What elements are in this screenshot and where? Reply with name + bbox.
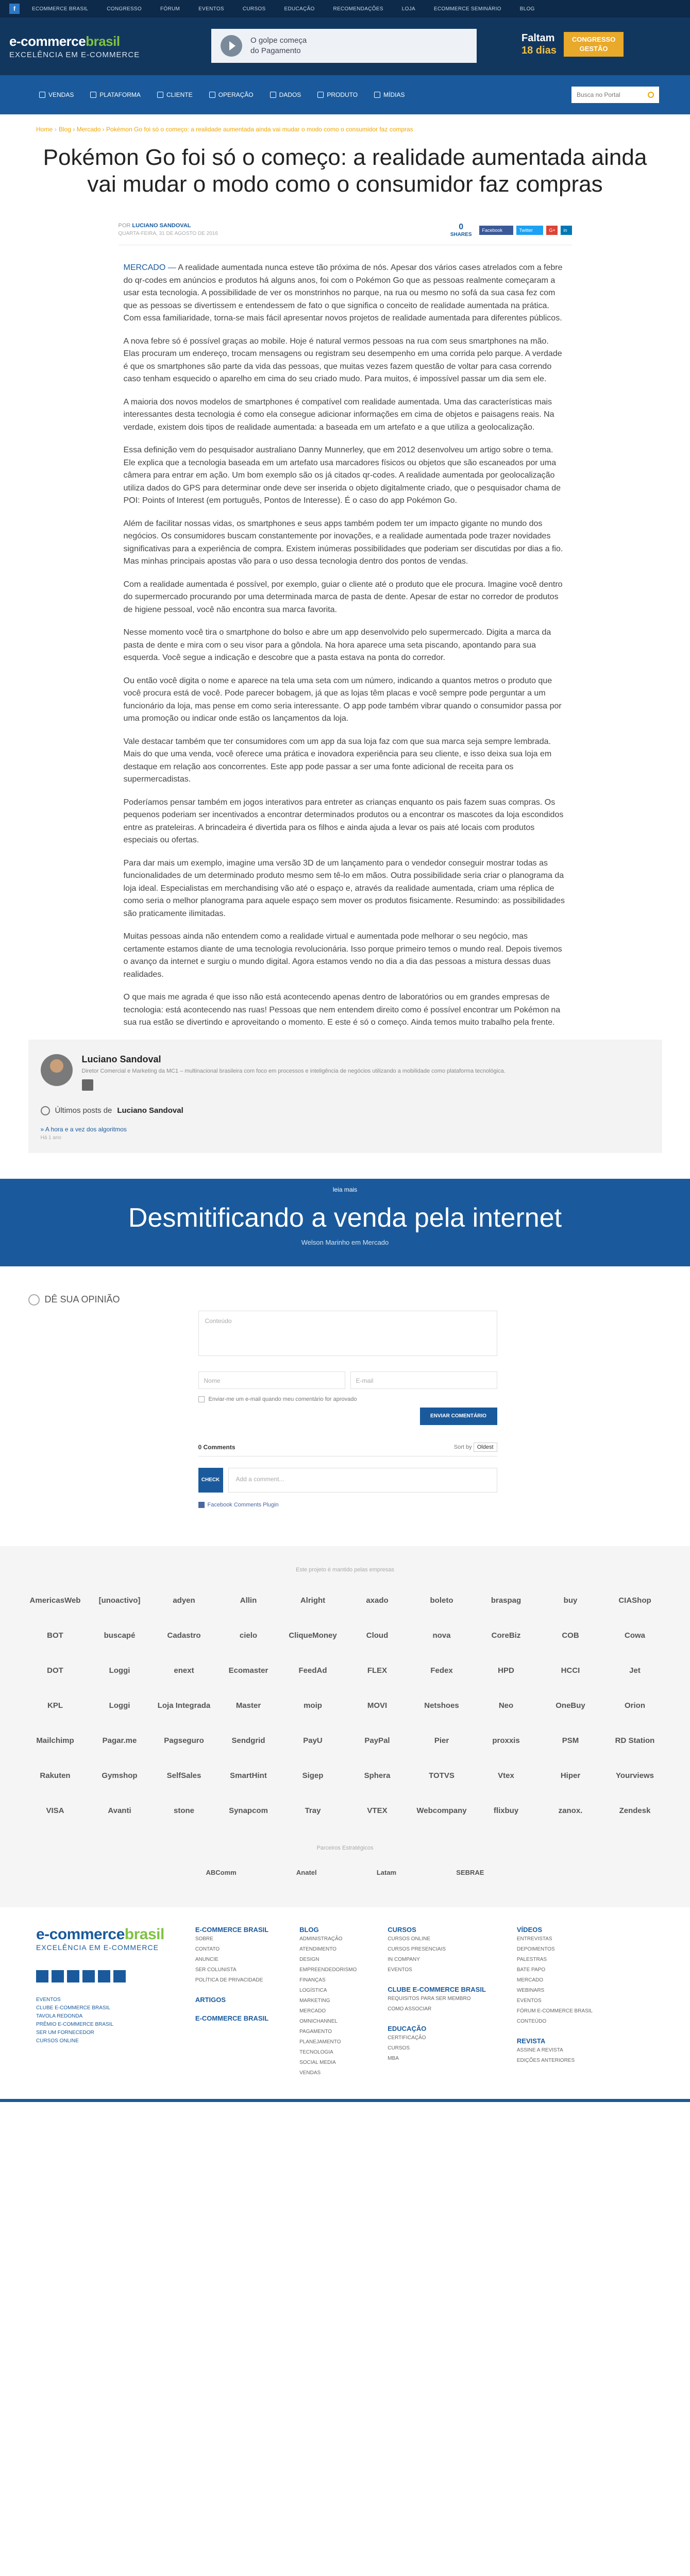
site-header	[0, 18, 690, 75]
sort-select[interactable]: Oldest	[474, 1443, 497, 1452]
paragraph-text: A maioria dos novos modelos de smartphones é compatível com realidade aumentada. Uma das características mais interessantes desta tecnologia é como ela consegue adicionar informações em cima de objetos e paisagens reais. Na verdade, existem dois tipos de realidade aumentada: a baseada em um artefato e a que utiliza a geolocalização.	[123, 397, 554, 432]
footer-item[interactable]: WEBINARS	[516, 1987, 545, 1993]
partner-logo[interactable]: VTEX	[367, 1806, 388, 1815]
nav-item[interactable]	[201, 91, 262, 98]
footer-link[interactable]: CLUBE E-COMMERCE BRASIL	[36, 2005, 110, 2011]
top-links	[32, 6, 535, 12]
search-icon[interactable]	[648, 92, 654, 98]
footer-item[interactable]: CERTIFICAÇÃO	[388, 2035, 426, 2041]
paragraph-text: Essa definição vem do pesquisador australiano Danny Munnerley, que em 2012 desenvolveu um artigo sobre o tema. Ele explica que a tecnologia baseada em um artefato usa marcadores físicos ou objetos que são escaneados por uma câmera para entrar em ação. Um bom exemplo são os já citados qr-codes. A realidade aumentada por geolocalização utiliza dados do GPS para determinar onde deve ser inserida o objeto digitalmente criado, que o pesquisador chama de POI: Points of Interest (em português, Pontos de Interesse). É o caso do app Pokémon Go.	[123, 446, 561, 505]
article-paragraph	[124, 626, 567, 665]
paragraph-text: Vale destacar também que ter consumidores com um app da sua loja faz com que sua marca seja sempre lembrada. Mais do que uma venda, você oferece uma prática e inovadora experiência para seu cliente, e isso deixa sua loja em destaque em relação aos concorrentes. Este app pode passar a ser uma fonte adicional de receita para os supermercadistas.	[123, 737, 552, 784]
footer-item[interactable]: MERCADO	[299, 2008, 326, 2014]
footer-item[interactable]: CONTEÚDO	[516, 2018, 547, 2024]
partner-logo[interactable]: braspag	[491, 1596, 521, 1605]
partner-logo[interactable]: Orion	[625, 1701, 645, 1710]
byline-author[interactable]: LUCIANO SANDOVAL	[132, 223, 191, 229]
footer-item[interactable]: OMNICHANNEL	[299, 2018, 338, 2024]
byline-prefix: POR	[118, 223, 131, 229]
supporter-logo[interactable]: Latam	[376, 1868, 397, 1876]
footer-link[interactable]: CURSOS ONLINE	[36, 2038, 79, 2044]
recent-prefix: Últimos posts de	[55, 1106, 112, 1115]
page-title: Pokémon Go foi só o começo: a realidade aumentada ainda vai mudar o modo como o consumidor faz compras	[43, 145, 647, 197]
paragraph-text: Nesse momento você tira o smartphone do bolso e abre um app desenvolvido pelo supermercado. Digita a marca da pasta de dente e mira com o seu visor para a gôndola. Na hora aparece uma seta piscando, apontando para sua esquerda. Você segue a indicação e descobre que a pasta estava na ponta do corredor.	[123, 628, 551, 662]
partner-logo[interactable]: Sigep	[302, 1771, 324, 1780]
nav-item[interactable]	[366, 91, 413, 98]
badge-line-2: GESTÃO	[579, 45, 608, 53]
top-link[interactable]: RECOMENDAÇÕES	[333, 6, 383, 12]
partner-logo[interactable]: Synapcom	[229, 1806, 268, 1815]
site-logo[interactable]	[9, 33, 140, 59]
partner-logo[interactable]: OneBuy	[556, 1701, 585, 1710]
article-paragraph	[124, 518, 567, 568]
breadcrumb-home[interactable]: Home	[36, 126, 53, 133]
partner-logo[interactable]: CoreBiz	[491, 1631, 521, 1640]
footer-item[interactable]: LOGÍSTICA	[299, 1987, 327, 1993]
partner-logo[interactable]: proxxis	[492, 1736, 520, 1745]
paragraph-text: Além de facilitar nossas vidas, os smartphones e seus apps também podem ter um impacto gigante no mundo dos negócios. Os consumidores buscam constantemente por inovações, e a realidade aumentada pode trazer novidades significativas para a experiência de compra. Existem inúmeras possibilidades que poderiam ser discutidas por dias a fio. Mas minhas principais apostas vão para o uso dessa tecnologia dentro dos pontos de vendas.	[123, 519, 563, 566]
search-input[interactable]	[571, 87, 659, 103]
author-name[interactable]: Luciano Sandoval	[81, 1054, 161, 1064]
top-link[interactable]: LOJA	[401, 6, 416, 12]
facebook-icon[interactable]: f	[9, 4, 20, 14]
facebook-icon[interactable]	[36, 1970, 48, 1982]
comments-heading-text: DÊ SUA OPINIÃO	[44, 1294, 120, 1304]
top-link[interactable]: ECOMMERCE SEMINÁRIO	[434, 6, 501, 12]
partner-logo[interactable]: RD Station	[615, 1736, 655, 1745]
footer-item[interactable]: EVENTOS	[388, 1967, 412, 1973]
nav-item-icon	[39, 92, 45, 98]
partner-logo[interactable]: VISA	[46, 1806, 64, 1815]
footer-item[interactable]: POLÍTICA DE PRIVACIDADE	[195, 1977, 263, 1983]
recent-post-link[interactable]: » A hora e a vez dos algoritmos	[40, 1125, 127, 1133]
top-link[interactable]: ECOMMERCE BRASIL	[32, 6, 89, 12]
nav-item[interactable]	[82, 91, 149, 98]
partner-logo[interactable]: FLEX	[367, 1666, 388, 1675]
commenter-avatar: CHECK	[198, 1468, 223, 1493]
footer-social	[36, 1970, 164, 1982]
footer-item[interactable]: PLANEJAMENTO	[299, 2039, 341, 2045]
nav-item-icon	[374, 92, 380, 98]
email-icon[interactable]	[82, 1079, 93, 1091]
top-link[interactable]: EDUCAÇÃO	[284, 6, 315, 12]
play-icon	[221, 35, 242, 57]
share-count-label: SHARES	[450, 232, 472, 238]
logo-accent: brasil	[86, 33, 120, 49]
footer-link[interactable]: EVENTOS	[36, 1996, 61, 2003]
partner-logo[interactable]: adyen	[173, 1596, 195, 1605]
footer-item[interactable]: FINANÇAS	[299, 1977, 326, 1983]
footer-item[interactable]: EDIÇÕES ANTERIORES	[516, 2057, 575, 2063]
partner-logo[interactable]: Gymshop	[102, 1771, 138, 1780]
comment-form	[198, 1311, 497, 1425]
breadcrumb-trail[interactable]: Blog › Mercado › Pokémon Go foi só o começo: a realidade aumentada ainda vai mudar o modo como o consumidor faz compras	[59, 126, 413, 133]
send-comment-button[interactable]: ENVIAR COMENTÁRIO	[420, 1408, 497, 1425]
paragraph-text: Poderíamos pensar também em jogos interativos para entreter as crianças enquanto os pais fazem suas compras. Os pequenos poderiam ser incentivados a encontrar determinados produtos ou a encontrar os mascotes da loja escondidos entre as prateleiras. A brincadeira é divertida para os filhos e ainda ajuda a levar os pais até locais com produtos especiais ou ofertas.	[123, 798, 564, 844]
partner-logo[interactable]: flixbuy	[493, 1806, 519, 1815]
facebook-plugin-link[interactable]	[198, 1502, 497, 1508]
paragraph-text: Ou então você digita o nome e aparece na tela uma seta com um número, indicando a quantos metros o produto que você procura está de você. Pode parecer bobagem, já que as lojas têm placas e você sempre pode perguntar a um funcionário da loja, mas pense em como seria interessante. O app pode também vibrar quando o consumidor passa por uma promoção ou indicar onde estão os lançamentos da loja.	[123, 676, 562, 723]
footer-item[interactable]: MBA	[388, 2055, 399, 2061]
partner-logo[interactable]: Loggi	[109, 1701, 130, 1710]
partner-logo[interactable]: boleto	[430, 1596, 453, 1605]
footer-col-3	[388, 1926, 486, 2078]
article-paragraph	[124, 396, 567, 434]
footer-item[interactable]: VENDAS	[299, 2070, 321, 2076]
footer-item[interactable]: MARKETING	[299, 1997, 330, 2004]
partner-logo[interactable]: Neo	[498, 1701, 514, 1710]
nav-item-icon	[90, 92, 96, 98]
footer-col-3-sub[interactable]: CLUBE E-COMMERCE BRASIL	[388, 1985, 486, 1993]
footer-col-1-sub[interactable]: ARTIGOS	[195, 1995, 226, 2004]
footer-bottom-line	[0, 2099, 690, 2102]
article-body	[124, 262, 567, 1029]
footer-item[interactable]: BATE PAPO	[516, 1967, 546, 1973]
nav-item-label: DADOS	[279, 91, 301, 98]
name-field[interactable]: Nome	[198, 1371, 345, 1389]
partners-grid	[26, 1594, 665, 1818]
paragraph-text: A realidade aumentada nunca esteve tão próxima de nós. Apesar dos vários cases atrelados com a febre do qr-codes em anúncios e produtos há alguns anos, foi com o Pokémon Go que as pessoas realmente começaram a usar esta tecnologia. A possibilidade de ver os monstrinhos no parque, na rua ou mesmo no sofá da sua casa fez com que as pessoas se divertissem e entendessem de fato o que significa o conceito de realidade aumentada na prática. Com essa familiaridade, torna-se mais fácil apresentar novos projetos de realidade aumentada para diferentes públicos.	[123, 263, 563, 323]
article-paragraph	[124, 991, 567, 1029]
share-bar	[450, 223, 572, 238]
partner-logo[interactable]: Hiper	[560, 1771, 581, 1780]
footer-col-4	[517, 1926, 593, 2078]
notify-checkbox[interactable]	[198, 1396, 205, 1402]
logo-main: e-commerce	[9, 33, 86, 49]
paragraph-text: Com a realidade aumentada é possível, por exemplo, guiar o cliente até o produto que ele procura. Imagine você dentro do supermercado procurando por uma determinada marca de pasta de dente. Apesar de estar no corredor de produtos de higiene pessoal, você não encontra sua marca favorita.	[123, 580, 563, 614]
partner-logo[interactable]: DOT	[47, 1666, 63, 1675]
footer-item[interactable]: EMPREENDEDORISMO	[299, 1967, 357, 1973]
footer-col-1	[195, 1926, 268, 2078]
byline	[119, 223, 218, 229]
rss-icon[interactable]	[113, 1970, 126, 1982]
nav-item-icon	[209, 92, 215, 98]
footer-item[interactable]: ADMINISTRAÇÃO	[299, 1936, 343, 1942]
partners-section	[0, 1546, 690, 1907]
plugin-label: Facebook Comments Plugin	[207, 1501, 279, 1508]
partner-logo[interactable]: CliqueMoney	[289, 1631, 337, 1640]
partner-logo[interactable]: moip	[304, 1701, 322, 1710]
nav-item-label: PRODUTO	[327, 91, 358, 98]
footer-col-2	[299, 1926, 357, 2078]
footer-item[interactable]: PALESTRAS	[516, 1956, 547, 1962]
footer-col-3-title[interactable]: CURSOS	[388, 1925, 416, 1934]
facebook-comments	[198, 1444, 497, 1508]
nav-item[interactable]	[149, 91, 201, 98]
partner-logo[interactable]: Fedex	[430, 1666, 453, 1675]
supporter-logo[interactable]: SEBRAE	[456, 1868, 484, 1876]
footer-item[interactable]: CURSOS PRESENCIAIS	[388, 1946, 446, 1952]
footer-col-4-sub[interactable]: REVISTA	[516, 2037, 546, 2045]
partner-logo[interactable]: TOTVS	[429, 1771, 455, 1780]
footer-link[interactable]: SER UM FORNECEDOR	[36, 2029, 94, 2036]
partner-logo[interactable]: COB	[562, 1631, 579, 1640]
partner-logo[interactable]: zanox.	[558, 1806, 583, 1815]
partner-logo[interactable]: HPD	[498, 1666, 514, 1675]
partner-logo[interactable]: Avanti	[108, 1806, 131, 1815]
footer-item[interactable]: CURSOS	[388, 2045, 410, 2051]
partner-logo[interactable]: Sphera	[364, 1771, 391, 1780]
instagram-icon[interactable]	[98, 1970, 110, 1982]
partner-logo[interactable]: SelfSales	[166, 1771, 201, 1780]
paragraph-text: Muitas pessoas ainda não entendem como a realidade virtual e aumentada pode melhorar o seu negócio, mas certamente estamos diante de uma tecnologia revolucionária. Isso porque primeiro temos o mundo real. Depois tivemos o avanço da internet e surgiu o mundo digital. Agora estamos vendo no dia a dia das pessoas a mistura dessas duas realidades.	[123, 932, 562, 979]
partner-logo[interactable]: Cloud	[366, 1631, 389, 1640]
recent-posts-heading	[41, 1106, 650, 1115]
search-placeholder: Busca no Portal	[577, 91, 620, 98]
partner-logo[interactable]: Cadastro	[167, 1631, 201, 1640]
congress-promo[interactable]	[521, 32, 624, 57]
partner-logo[interactable]: PSM	[562, 1736, 579, 1745]
recent-author: Luciano Sandoval	[117, 1106, 183, 1115]
partner-logo[interactable]: Jet	[629, 1666, 641, 1675]
publish-date: QUARTA-FEIRA, 31 DE AGOSTO DE 2016	[118, 231, 218, 236]
congress-badge[interactable]	[564, 32, 624, 57]
comments-count: 0 Comments	[198, 1443, 235, 1451]
footer-item[interactable]: DEPOIMENTOS	[516, 1946, 555, 1952]
article-paragraph	[124, 796, 567, 847]
footer-logo-sub: EXCELÊNCIA EM E-COMMERCE	[36, 1943, 159, 1952]
footer-item[interactable]: ATENDIMENTO	[299, 1946, 336, 1952]
partner-logo[interactable]: Ecomaster	[228, 1666, 268, 1675]
countdown-label: Faltam	[521, 32, 555, 44]
nav-item-icon	[157, 92, 163, 98]
avatar	[41, 1054, 73, 1086]
partner-logo[interactable]: Vtex	[498, 1771, 514, 1780]
article-paragraph	[124, 262, 567, 325]
comments-heading	[28, 1294, 662, 1306]
partner-logo[interactable]: Alright	[300, 1596, 326, 1605]
top-link[interactable]: CURSOS	[242, 6, 266, 12]
article-paragraph	[124, 736, 567, 786]
ad-text-2: do Pagamento	[250, 46, 301, 55]
top-link[interactable]: FÓRUM	[160, 6, 180, 12]
top-link[interactable]: BLOG	[519, 6, 535, 12]
footer-item[interactable]: CURSOS ONLINE	[388, 1936, 431, 1942]
footer-logo-main[interactable]: e-commerce	[36, 1925, 125, 1943]
footer-col-4-title[interactable]: VÍDEOS	[516, 1925, 543, 1934]
footer-link[interactable]: PRÊMIO E-COMMERCE BRASIL	[36, 2021, 114, 2027]
logo-sub: EXCELÊNCIA EM E-COMMERCE	[9, 50, 140, 59]
notify-label: Enviar-me um e-mail quando meu comentário for aprovado	[208, 1396, 357, 1402]
footer-col-1-title[interactable]: E-COMMERCE BRASIL	[195, 1925, 269, 1934]
partner-logo[interactable]: AmericasWeb	[29, 1596, 81, 1605]
paragraph-text: A nova febre só é possível graças ao mobile. Hoje é natural vermos pessoas na rua com seus smartphones na mão. Elas procuram um endereço, trocam mensagens ou registram seu desempenho em uma corrida pelo parque. A verdade é que os smartphones são parte da vida das pessoas, que muitas vezes fazem questão de voltar para casa correndo caso tenham esquecido o aparelho em cima do seu criado mudo. Para muitos, é impossível passar um dia sem ele.	[123, 336, 562, 383]
partner-logo[interactable]: buscapé	[104, 1631, 136, 1640]
partner-logo[interactable]: Yourviews	[616, 1771, 654, 1780]
sort-control[interactable]	[454, 1444, 497, 1450]
footer-item[interactable]: FÓRUM E-COMMERCE BRASIL	[516, 2008, 593, 2014]
footer-item[interactable]: DESIGN	[299, 1956, 319, 1962]
countdown-days: 18 dias	[521, 45, 557, 56]
supporter-logo[interactable]: ABComm	[206, 1868, 237, 1876]
share-facebook-button[interactable]: Facebook	[479, 226, 513, 235]
footer-item[interactable]: COMO ASSOCIAR	[388, 2006, 432, 2012]
read-more-label: leia mais	[332, 1185, 358, 1193]
comment-textarea[interactable]: Conteúdo	[198, 1311, 497, 1356]
partner-logo[interactable]: Loggi	[109, 1666, 130, 1675]
footer-item[interactable]: IN COMPANY	[388, 1956, 420, 1962]
partner-logo[interactable]: cielo	[239, 1631, 258, 1640]
ad-text-1: O golpe começa	[250, 36, 307, 45]
partner-logo[interactable]: Cowa	[624, 1631, 645, 1640]
youtube-icon[interactable]	[82, 1970, 95, 1982]
footer-item[interactable]: MERCADO	[516, 1977, 544, 1983]
partner-logo[interactable]: FeedAd	[298, 1666, 327, 1675]
footer-link[interactable]: TAVOLA REDONDA	[36, 2013, 83, 2019]
article-paragraph	[124, 675, 567, 725]
author-box	[28, 1040, 662, 1153]
partner-logo[interactable]: Rakuten	[40, 1771, 71, 1780]
read-more-title[interactable]: Desmitificando a venda pela internet	[128, 1202, 562, 1233]
recent-post-date: Há 1 ano	[40, 1134, 62, 1141]
footer-item[interactable]: ENTREVISTAS	[516, 1936, 552, 1942]
nav-item-icon	[317, 92, 324, 98]
footer-col-1-sub2[interactable]: E-COMMERCE BRASIL	[195, 2014, 269, 2022]
partner-logo[interactable]: Netshoes	[424, 1701, 459, 1710]
nav-item-icon	[270, 92, 276, 98]
nav-item-label: PLATAFORMA	[99, 91, 141, 98]
partner-logo[interactable]: MOVI	[367, 1701, 388, 1710]
partner-logo[interactable]: axado	[366, 1596, 389, 1605]
main-nav	[0, 75, 690, 114]
nav-item[interactable]	[262, 91, 310, 98]
partner-logo[interactable]: PayU	[303, 1736, 323, 1745]
article-meta	[119, 223, 572, 245]
partner-logo[interactable]: Pagseguro	[164, 1736, 204, 1745]
footer-item[interactable]: TECNOLOGIA	[299, 2049, 333, 2055]
share-google-button[interactable]: G+	[546, 226, 558, 235]
nav-item-label: CLIENTE	[166, 91, 193, 98]
article-paragraph	[124, 930, 567, 981]
top-link[interactable]: EVENTOS	[198, 6, 224, 12]
badge-line-1: CONGRESSO	[571, 36, 616, 43]
article-paragraph	[124, 857, 567, 921]
supporter-logo[interactable]: Anatel	[296, 1868, 317, 1876]
linkedin-icon[interactable]	[67, 1970, 79, 1982]
author-bio: Diretor Comercial e Marketing da MC1 – multinacional brasileira com foco em processos e inteligência de negócios utilizando a mobilidade como plataforma tecnológica.	[81, 1067, 506, 1074]
paragraph-text: Para dar mais um exemplo, imagine uma versão 3D de um lançamento para o vendedor conseguir mostrar todas as funcionalidades de um determinado produto mesmo sem tê-lo em mãos. Outra possibilidade seria criar o planograma da loja ideal. Especialistas em merchandising vão até o espaço e, através da realidade aumentada, criam uma réplica de como seria o melhor planograma para aquele espaço sem mover os produtos fisicamente. Resumindo: as possibilidades são praticamente ilimitadas.	[123, 858, 565, 918]
partner-logo[interactable]: [unoactivo]	[98, 1596, 141, 1605]
partner-logo[interactable]: HCCI	[561, 1666, 580, 1675]
footer-item[interactable]: EVENTOS	[516, 1997, 542, 2004]
nav-item-label: VENDAS	[48, 91, 74, 98]
top-bar	[0, 0, 690, 18]
partner-logo[interactable]: Master	[235, 1701, 261, 1710]
nav-item[interactable]	[31, 91, 82, 98]
notify-option[interactable]	[198, 1396, 497, 1402]
header-ad[interactable]	[211, 29, 477, 63]
partner-logo[interactable]: stone	[173, 1806, 194, 1815]
footer-item[interactable]: SOBRE	[195, 1936, 213, 1942]
partner-logo[interactable]: Pagar.me	[102, 1736, 137, 1745]
nav-item-label: OPERAÇÃO	[218, 91, 254, 98]
partner-logo[interactable]: KPL	[47, 1701, 63, 1710]
partner-logo[interactable]: SmartHint	[230, 1771, 267, 1780]
partner-logo[interactable]: BOT	[47, 1631, 63, 1640]
nav-items	[31, 91, 413, 98]
share-twitter-button[interactable]: Twitter	[516, 226, 543, 235]
sort-label: Sort by	[453, 1444, 472, 1450]
nav-item-label: MÍDIAS	[383, 91, 405, 98]
partner-logo[interactable]: Sendgrid	[231, 1736, 265, 1745]
footer-item[interactable]: CONTATO	[195, 1946, 220, 1952]
footer-item[interactable]: ANUNCIE	[195, 1956, 218, 1962]
partner-logo[interactable]: Mailchimp	[36, 1736, 74, 1745]
footer-item[interactable]: PAGAMENTO	[299, 2028, 332, 2035]
footer-item[interactable]: ASSINE A REVISTA	[516, 2047, 563, 2053]
comments-section	[28, 1294, 662, 1508]
partner-logo[interactable]: Webcompany	[416, 1806, 467, 1815]
share-count-number: 0	[459, 223, 464, 231]
partner-logo[interactable]: nova	[432, 1631, 451, 1640]
twitter-icon[interactable]	[52, 1970, 64, 1982]
footer-item[interactable]: SOCIAL MEDIA	[299, 2059, 336, 2065]
paragraph-text: O que mais me agrada é que isso não está acontecendo apenas dentro de laboratórios ou em grandes empresas de tecnologia: está acontecendo nas ruas! Pessoas que nem entendem direito como é possível encontrar um Pokémon na sua rua estão se divertindo e aproveitando o momento. E este é só o começo. Ainda temos muito trabalho pela frente.	[123, 993, 561, 1027]
top-link[interactable]: CONGRESSO	[107, 6, 142, 12]
comment-bubble-icon	[28, 1294, 40, 1306]
supporters-grid	[206, 1869, 484, 1876]
partner-logo[interactable]: Tray	[305, 1806, 321, 1815]
partner-logo[interactable]: buy	[563, 1596, 578, 1605]
article-paragraph	[124, 444, 567, 507]
nav-item[interactable]	[309, 91, 366, 98]
clock-icon	[41, 1106, 50, 1115]
email-field[interactable]: E-mail	[350, 1371, 497, 1389]
partner-logo[interactable]: Allin	[240, 1596, 257, 1605]
add-comment-input[interactable]: Add a comment...	[228, 1468, 497, 1493]
partner-logo[interactable]: Loja Integrada	[157, 1701, 211, 1710]
countdown	[521, 32, 557, 57]
footer-item[interactable]: SER COLUNISTA	[195, 1967, 237, 1973]
share-linkedin-button[interactable]: in	[561, 226, 572, 235]
footer-col-3-sub2[interactable]: EDUCAÇÃO	[388, 2024, 427, 2032]
partner-logo[interactable]: Zendesk	[619, 1806, 651, 1815]
footer-brand	[36, 1926, 164, 2078]
footer-item[interactable]: REQUISITOS PARA SER MEMBRO	[388, 1995, 471, 2002]
read-more-author: Welson Marinho em Mercado	[301, 1238, 389, 1246]
partner-logo[interactable]: Pier	[434, 1736, 449, 1745]
partner-logo[interactable]: CIAShop	[618, 1596, 651, 1605]
article-paragraph	[124, 335, 567, 386]
article-paragraph	[124, 579, 567, 617]
facebook-icon	[198, 1502, 205, 1508]
partner-logo[interactable]: enext	[174, 1666, 194, 1675]
partner-logo[interactable]: PayPal	[364, 1736, 390, 1745]
site-footer	[0, 1907, 690, 2078]
read-more-banner[interactable]	[0, 1179, 690, 1266]
footer-logo-accent[interactable]: brasil	[124, 1925, 164, 1943]
article-category-lead[interactable]: MERCADO —	[123, 263, 176, 272]
footer-col-2-title[interactable]: BLOG	[299, 1925, 319, 1934]
footer-links	[36, 1996, 164, 2045]
share-count	[450, 223, 472, 238]
breadcrumb: Home › Blog › Mercado › Pokémon Go foi só o começo: a realidade aumentada ainda vai mudar o modo como o consumidor faz compras	[36, 126, 413, 133]
partners-caption: Este projeto é mantido pelas empresas	[296, 1566, 394, 1573]
supporters-caption: Parceiros Estratégicos	[316, 1844, 374, 1851]
